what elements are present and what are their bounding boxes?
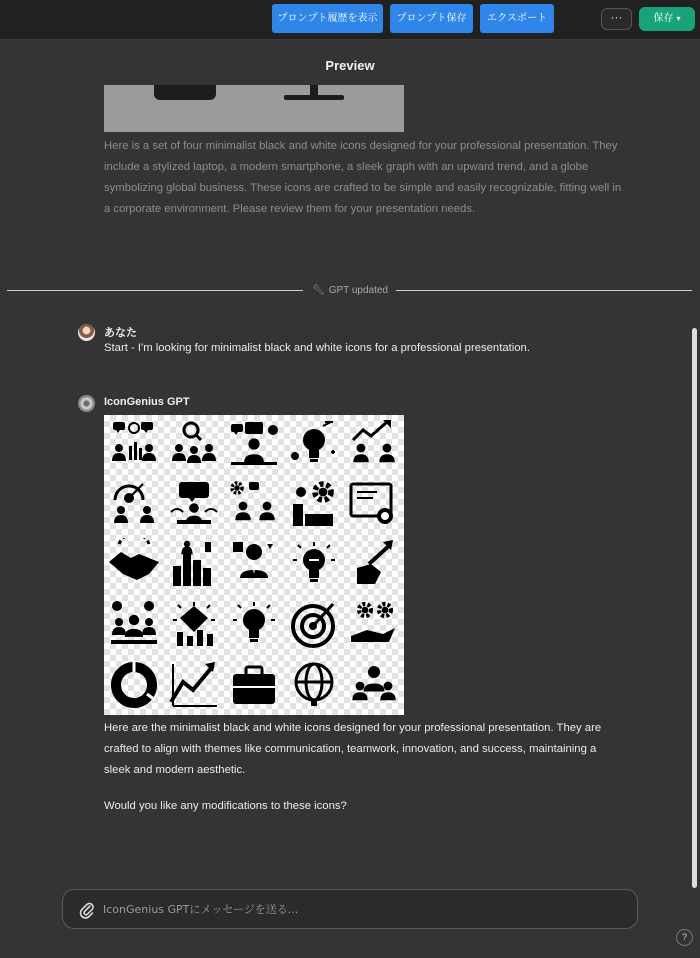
gpt-message-paragraph-1: Here are the minimalist black and white icons designed for your professional presentation. They are crafted to align with themes like communication, teamwork, innovation, and success, maintaining a sleek and modern aesthetic. bbox=[104, 722, 602, 776]
presenter-icon bbox=[224, 415, 284, 475]
prompt-history-button[interactable]: プロンプト履歴を表示 bbox=[272, 4, 383, 33]
chevron-down-icon: ▾ bbox=[676, 14, 681, 23]
team-gears-icon bbox=[224, 475, 284, 535]
previous-reply-text: Here is a set of four minimalist black and white icons designed for your professional presentation. They include a stylized laptop, a modern smartphone, a sleek graph with an upward trend, and a globe symbolizing global business. These icons are crafted to be simple and easily recognizable, fitting well in a corporate environment. Please review them for your presentation needs. bbox=[104, 140, 622, 215]
ideas-gear-icon bbox=[284, 475, 344, 535]
divider-line-left bbox=[7, 290, 303, 291]
paperclip-icon[interactable] bbox=[79, 901, 95, 919]
help-button[interactable]: ? bbox=[676, 929, 693, 946]
more-options-button[interactable]: ··· bbox=[601, 8, 632, 30]
certificate-search-icon bbox=[344, 475, 404, 535]
gpt-message-paragraph-2: Would you like any modifications to these icons? bbox=[104, 800, 347, 812]
message-input[interactable] bbox=[103, 890, 623, 928]
lightbulb-icon bbox=[284, 535, 344, 595]
user-message-text: Start - I'm looking for minimalist black and white icons for a professional presentation. bbox=[104, 342, 530, 354]
team-icon bbox=[344, 655, 404, 715]
target-team-icon bbox=[104, 475, 164, 535]
save-button[interactable] bbox=[639, 7, 695, 31]
business-person-icon bbox=[224, 535, 284, 595]
user-name: あなた bbox=[104, 327, 137, 339]
laptop-base-shape bbox=[154, 85, 216, 100]
target-arrow-icon bbox=[284, 595, 344, 655]
handshake-icon bbox=[104, 535, 164, 595]
globe-icon bbox=[284, 655, 344, 715]
previous-generated-image[interactable] bbox=[104, 85, 404, 132]
gpt-name: IconGenius GPT bbox=[104, 396, 190, 408]
top-toolbar bbox=[0, 0, 700, 40]
briefcase-icon bbox=[224, 655, 284, 715]
save-button-label: 保存 bbox=[653, 13, 674, 24]
save-prompt-button[interactable]: プロンプト保存 bbox=[390, 4, 473, 33]
team-questions-icon bbox=[104, 595, 164, 655]
divider-label: GPT updated bbox=[328, 285, 388, 296]
meeting-icon bbox=[164, 475, 224, 535]
chat-team-icon bbox=[104, 415, 164, 475]
generated-icons-image[interactable] bbox=[104, 415, 404, 715]
message-composer bbox=[62, 889, 638, 929]
monitor-stand-shape bbox=[284, 85, 344, 100]
preview-title: Preview bbox=[325, 58, 375, 73]
ranking-chart-icon bbox=[164, 535, 224, 595]
hand-rising-arrow-icon bbox=[344, 535, 404, 595]
scrollbar[interactable] bbox=[692, 328, 697, 888]
divider-line-right bbox=[396, 290, 692, 291]
trend-arrow-icon bbox=[164, 655, 224, 715]
gpt-updated-divider bbox=[306, 283, 394, 299]
lightbulb-rays-icon bbox=[224, 595, 284, 655]
export-button[interactable]: エクスポート bbox=[480, 4, 554, 33]
growth-team-icon bbox=[344, 415, 404, 475]
wrench-icon: 🔧︎ bbox=[311, 285, 325, 296]
gpt-avatar bbox=[78, 395, 95, 412]
search-team-icon bbox=[164, 415, 224, 475]
hand-gears-icon bbox=[344, 595, 404, 655]
diamond-chart-icon bbox=[164, 595, 224, 655]
donut-chart-icon bbox=[104, 655, 164, 715]
lightbulb-idea-icon bbox=[284, 415, 344, 475]
user-avatar bbox=[78, 324, 95, 341]
